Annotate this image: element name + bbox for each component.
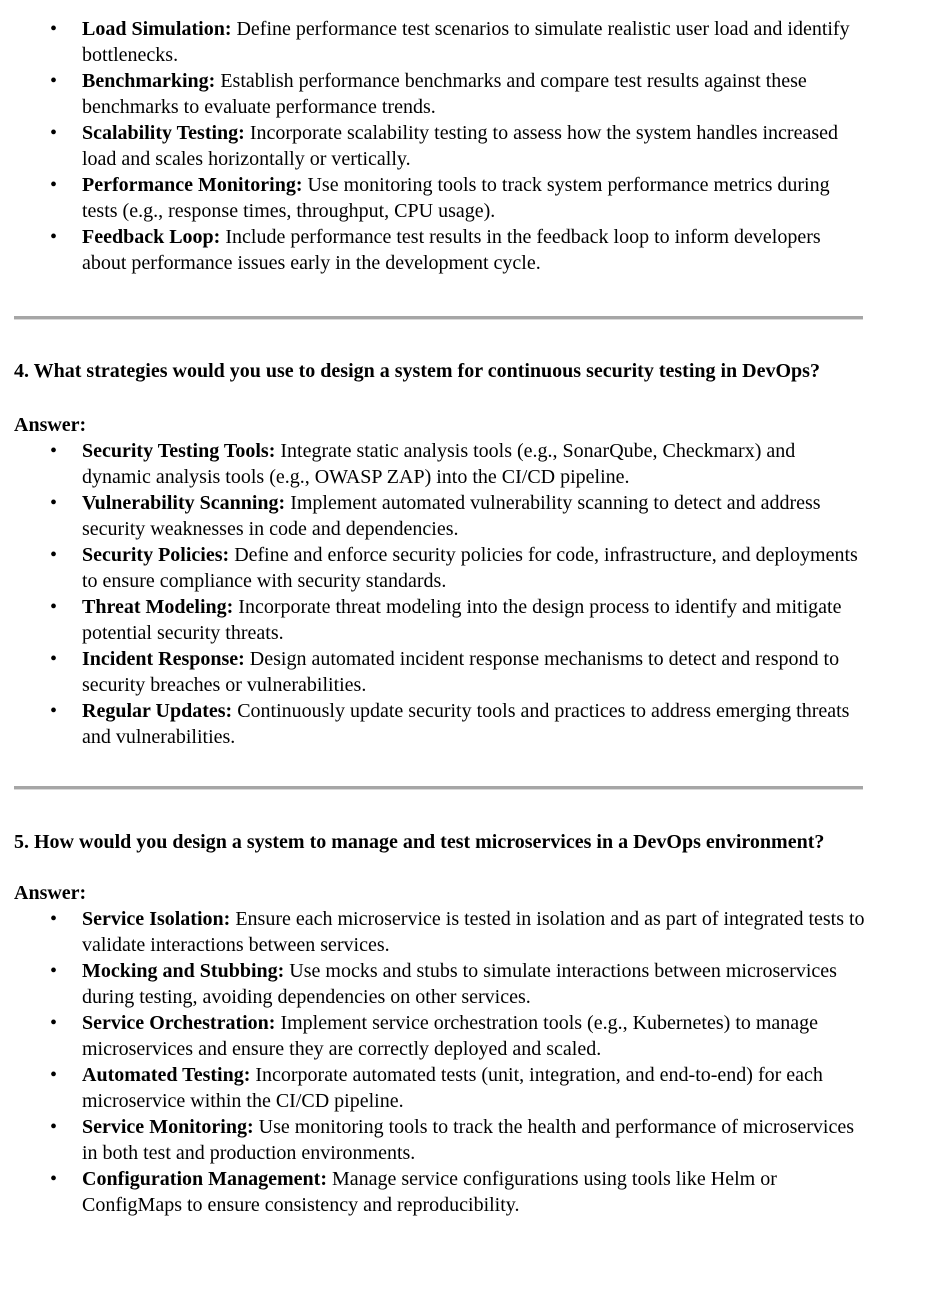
bullet-text: Incorporate automated tests (unit, integration, and end-to-end) for each microservice within the CI/CD pipeline. — [82, 1064, 823, 1112]
bullet-term: Benchmarking: — [82, 70, 216, 92]
bullet-text: Integrate static analysis tools (e.g., SonarQube, Checkmarx) and dynamic analysis tools (e.g., OWASP ZAP) into the CI/CD pipeline. — [82, 440, 796, 488]
list-item — [50, 542, 867, 594]
bullet-term: Performance Monitoring: — [82, 174, 303, 196]
bullet-icon: • — [50, 492, 58, 514]
section-question-4 — [14, 358, 935, 750]
bullet-icon: • — [50, 544, 58, 566]
question-heading: 5. How would you design a system to manage and test microservices in a DevOps environment? — [14, 831, 825, 853]
bullet-icon: • — [50, 226, 58, 248]
bullet-text: Use monitoring tools to track system performance metrics during tests (e.g., response times, throughput, CPU usage). — [82, 174, 830, 222]
list-item — [50, 594, 867, 646]
bullet-icon: • — [50, 908, 58, 930]
bullet-icon: • — [50, 1012, 58, 1034]
bullet-text: Establish performance benchmarks and compare test results against these benchmarks to evaluate performance trends. — [82, 70, 807, 118]
bullet-text: Manage service configurations using tools like Helm or ConfigMaps to ensure consistency and reproducibility. — [82, 1168, 777, 1216]
bullet-text: Use mocks and stubs to simulate interactions between microservices during testing, avoiding dependencies on other services. — [82, 960, 837, 1008]
bullet-icon: • — [50, 648, 58, 670]
bullet-icon: • — [50, 960, 58, 982]
section-question-5 — [14, 829, 935, 1218]
bullet-icon: • — [50, 440, 58, 462]
bullet-icon: • — [50, 1064, 58, 1086]
bullet-text: Implement automated vulnerability scanning to detect and address security weaknesses in code and dependencies. — [82, 492, 821, 540]
answer-label: Answer: — [14, 882, 87, 904]
bullet-term: Automated Testing: — [82, 1064, 251, 1086]
bullet-list — [14, 438, 867, 750]
section-divider — [14, 786, 863, 790]
bullet-term: Vulnerability Scanning: — [82, 492, 286, 514]
bullet-text: Ensure each microservice is tested in isolation and as part of integrated tests to validate interactions between services. — [82, 908, 865, 956]
bullet-icon: • — [50, 700, 58, 722]
list-item — [50, 438, 867, 490]
bullet-text: Implement service orchestration tools (e.g., Kubernetes) to manage microservices and ensure they are correctly deployed and scaled. — [82, 1012, 819, 1060]
section-divider — [14, 316, 863, 320]
list-item — [50, 958, 867, 1010]
list-item — [50, 698, 867, 750]
bullet-icon: • — [50, 1116, 58, 1138]
list-item — [50, 1062, 867, 1114]
list-item — [50, 646, 867, 698]
bullet-text: Include performance test results in the feedback loop to inform developers about performance issues early in the development cycle. — [82, 226, 821, 274]
bullet-term: Service Orchestration: — [82, 1012, 276, 1034]
bullet-term: Configuration Management: — [82, 1168, 327, 1190]
list-item — [50, 172, 867, 224]
list-item — [50, 120, 867, 172]
bullet-term: Service Isolation: — [82, 908, 231, 930]
list-item — [50, 1010, 867, 1062]
list-item — [50, 224, 867, 276]
list-item — [50, 906, 867, 958]
bullet-icon: • — [50, 174, 58, 196]
bullet-term: Scalability Testing: — [82, 122, 245, 144]
list-item — [50, 490, 867, 542]
bullet-term: Load Simulation: — [82, 18, 232, 40]
bullet-text: Incorporate threat modeling into the design process to identify and mitigate potential security threats. — [82, 596, 842, 644]
bullet-text: Define performance test scenarios to simulate realistic user load and identify bottlenecks. — [82, 18, 850, 66]
bullet-term: Mocking and Stubbing: — [82, 960, 285, 982]
bullet-term: Security Policies: — [82, 544, 230, 566]
bullet-list — [14, 906, 867, 1218]
bullet-term: Regular Updates: — [82, 700, 233, 722]
bullet-text: Continuously update security tools and practices to address emerging threats and vulnerabilities. — [82, 700, 850, 748]
bullet-text: Design automated incident response mechanisms to detect and respond to security breaches or vulnerabilities. — [82, 648, 840, 696]
bullet-term: Security Testing Tools: — [82, 440, 276, 462]
list-item — [50, 16, 867, 68]
bullet-icon: • — [50, 122, 58, 144]
bullet-term: Incident Response: — [82, 648, 245, 670]
section-performance-testing — [14, 16, 935, 276]
bullet-list — [14, 16, 867, 276]
bullet-term: Feedback Loop: — [82, 226, 221, 248]
question-heading: 4. What strategies would you use to design a system for continuous security testing in DevOps? — [14, 360, 820, 382]
bullet-icon: • — [50, 1168, 58, 1190]
bullet-text: Define and enforce security policies for code, infrastructure, and deployments to ensure compliance with security standards. — [82, 544, 858, 592]
list-item — [50, 1166, 867, 1218]
list-item — [50, 1114, 867, 1166]
bullet-term: Threat Modeling: — [82, 596, 234, 618]
list-item — [50, 68, 867, 120]
bullet-icon: • — [50, 596, 58, 618]
bullet-text: Use monitoring tools to track the health and performance of microservices in both test and production environments. — [82, 1116, 854, 1164]
bullet-icon: • — [50, 70, 58, 92]
answer-label: Answer: — [14, 414, 87, 436]
bullet-icon: • — [50, 18, 58, 40]
bullet-term: Service Monitoring: — [82, 1116, 254, 1138]
bullet-text: Incorporate scalability testing to assess how the system handles increased load and scales horizontally or vertically. — [82, 122, 838, 170]
